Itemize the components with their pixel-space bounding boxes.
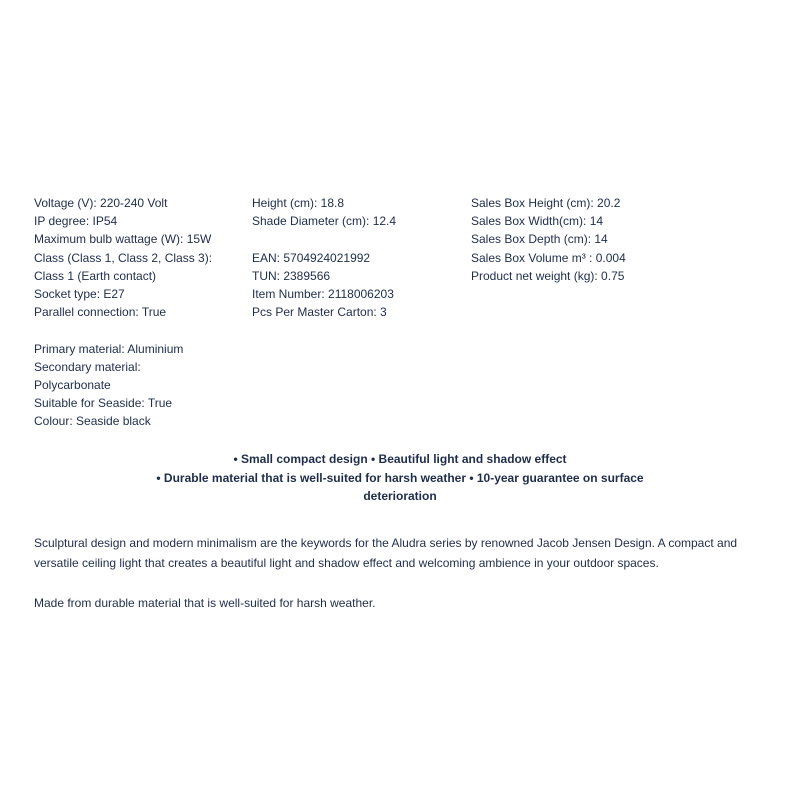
spec-suitable-seaside: Suitable for Seaside: True [34, 396, 173, 411]
spec-tun: TUN: 2389566 [252, 268, 331, 283]
feature-list [100, 450, 700, 506]
spec-spacer [252, 230, 396, 248]
spec-box-volume: Sales Box Volume m³ : 0.004 [471, 250, 626, 265]
feature-line-1: • Small compact design • Beautiful light and shadow effect [233, 452, 567, 466]
spec-primary-material: Primary material: Aluminium [34, 341, 184, 356]
spec-colour: Colour: Seaside black [34, 414, 151, 429]
spec-ean: EAN: 5704924021992 [252, 250, 371, 265]
spec-max-wattage: Maximum bulb wattage (W): 15W [34, 232, 212, 247]
description-paragraph-2: Made from durable material that is well-suited for harsh weather. [34, 596, 376, 610]
spec-column-middle [252, 194, 396, 321]
spec-spacer [34, 321, 212, 339]
spec-secondary-material-label: Secondary material: [34, 359, 141, 374]
spec-class-label: Class (Class 1, Class 2, Class 3): [34, 250, 213, 265]
spec-box-height: Sales Box Height (cm): 20.2 [471, 196, 621, 210]
spec-parallel-connection: Parallel connection: True [34, 305, 167, 320]
spec-secondary-material-value: Polycarbonate [34, 378, 111, 393]
spec-column-left [34, 194, 212, 431]
feature-line-3: deterioration [363, 489, 437, 503]
spec-column-right [471, 194, 626, 285]
spec-net-weight: Product net weight (kg): 0.75 [471, 268, 625, 283]
spec-voltage: Voltage (V): 220-240 Volt [34, 196, 168, 210]
spec-height: Height (cm): 18.8 [252, 196, 345, 210]
description-paragraph-1: Sculptural design and modern minimalism are the keywords for the Aludra series by renowned Jacob Jensen Design. A compact and versatile ceiling light that creates a beautiful light and shadow effect and welcoming ambience in your outdoor spaces. [34, 536, 738, 570]
spec-box-width: Sales Box Width(cm): 14 [471, 214, 604, 229]
spec-class-value: Class 1 (Earth contact) [34, 268, 157, 283]
spec-shade-diameter: Shade Diameter (cm): 12.4 [252, 214, 397, 229]
product-description [34, 533, 754, 633]
spec-pcs-per-carton: Pcs Per Master Carton: 3 [252, 305, 387, 320]
spec-socket-type: Socket type: E27 [34, 287, 125, 302]
spec-item-number: Item Number: 2118006203 [252, 287, 394, 301]
spec-box-depth: Sales Box Depth (cm): 14 [471, 232, 608, 247]
feature-line-2: • Durable material that is well-suited for harsh weather • 10-year guarantee on surface [156, 470, 644, 485]
spec-ip-degree: IP degree: IP54 [34, 214, 118, 229]
